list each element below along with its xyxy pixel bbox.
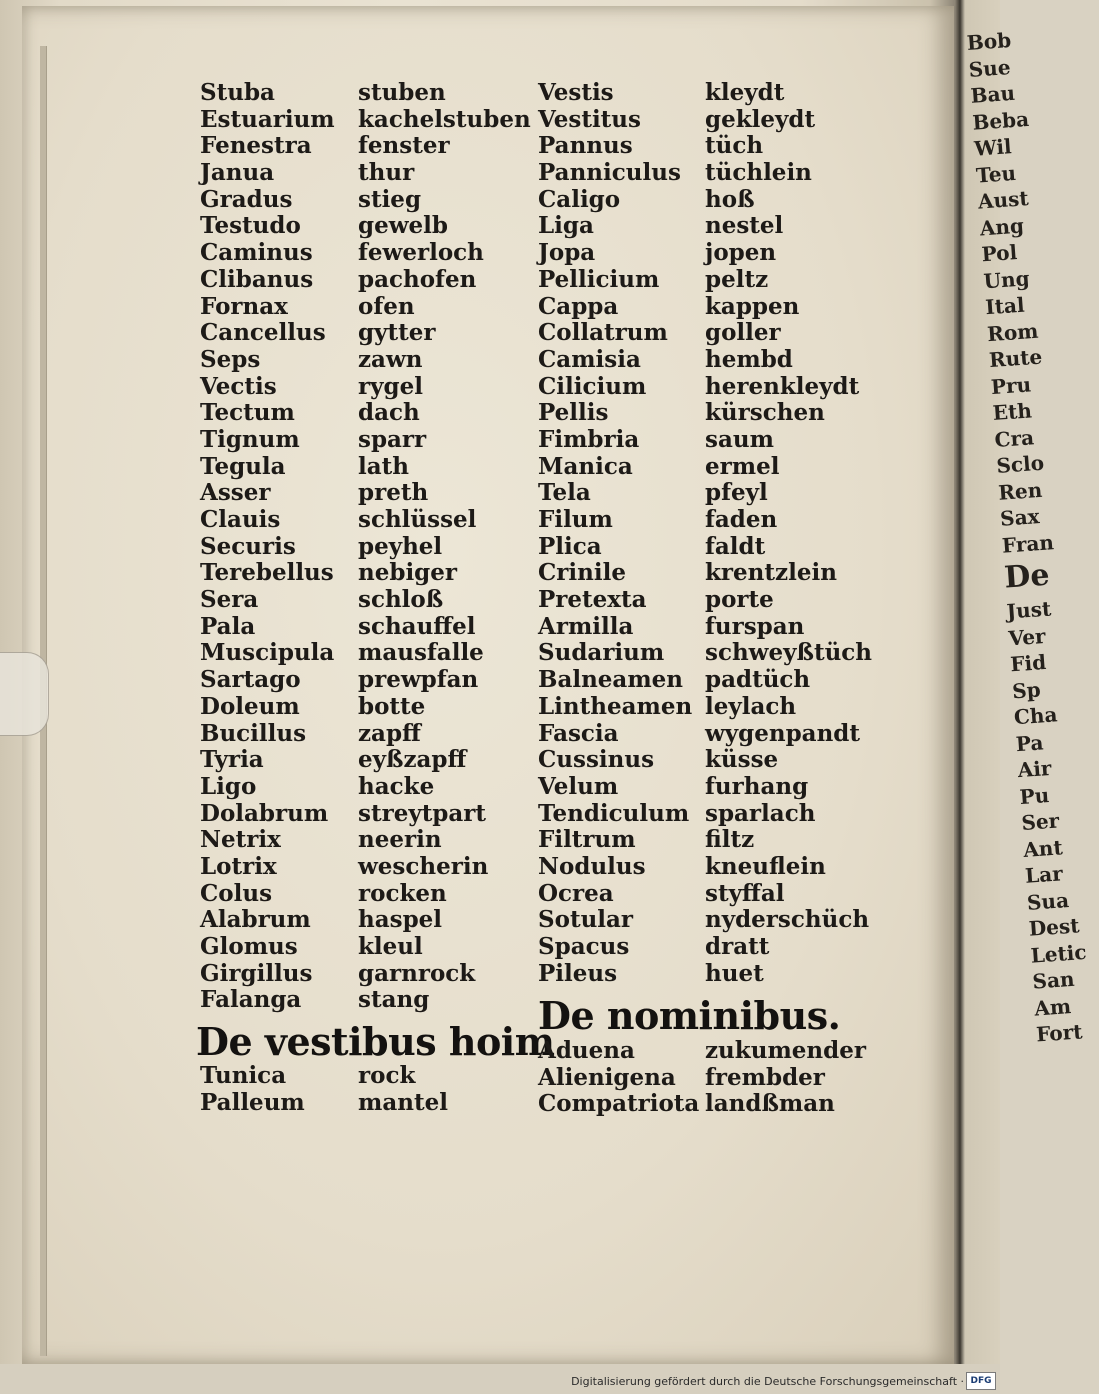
vocab-word: Pileus [538,959,618,987]
vocab-word: Cancellus [200,319,326,347]
vocab-word: Tignum [200,425,300,453]
vocab-word: zawn [358,345,423,373]
vocab-word: tüchlein [705,159,812,187]
vocab-word: hacke [358,772,435,800]
vocab-word: jopen [705,239,777,267]
vocab-word: Cussinus [538,746,655,774]
vocab-word: Fascia [538,719,619,747]
latin-word: Compatriota [538,1090,700,1118]
vocab-word: nyderschüch [705,906,870,934]
vocab-word: Testudo [200,212,301,240]
vocab-word: tüch [705,132,764,160]
vocab-word: kleul [358,933,423,960]
vocab-word: Stuba [200,79,275,106]
vocab-word: stieg [358,185,422,213]
margin-fragment: De [1003,557,1051,596]
vocab-word: schlüssel [358,506,477,533]
vocab-word: Sotular [538,906,634,934]
vocab-word: gekleydt [705,105,816,133]
vocab-word: Filum [538,506,613,533]
vocab-word: Muscipula [200,639,335,667]
vocab-word: padtüch [705,666,811,694]
vocab-word: Alabrum [200,906,311,934]
margin-fragment: Ren [997,477,1043,505]
vocab-word: Seps [200,345,261,373]
vocab-word: Ocrea [538,879,614,907]
vocab-word: Gradus [200,185,293,213]
vocab-word: Glomus [200,933,298,960]
vocab-word: Liga [538,212,594,240]
margin-fragment: Sp [1011,676,1042,703]
vocab-word: Estuarium [200,105,335,133]
vocab-word: peltz [705,265,769,293]
margin-fragment: Ang [979,212,1025,240]
vocab-word: nebiger [358,559,458,587]
vocab-word: filtz [705,826,755,854]
margin-fragment: Eth [991,398,1033,426]
vocab-word: Nodulus [538,852,646,880]
margin-fragment: Letic [1029,939,1088,968]
vocab-word: Manica [538,452,633,480]
vocab-word: Tendiculum [538,799,690,827]
margin-fragment: Bob [966,27,1012,55]
vocab-word: hoß [705,185,755,213]
vocab-word: küsse [705,746,779,774]
vocab-word: leylach [705,692,797,720]
vocab-word: porte [705,586,774,614]
margin-fragment: Ung [982,265,1031,293]
vocab-word: Fenestra [200,132,312,160]
margin-fragment: Just [1005,596,1052,624]
vocab-word: Dolabrum [200,799,329,827]
vocab-word: Balneamen [538,666,684,694]
german-column-right [705,80,872,987]
vocab-word: kleydt [705,79,785,106]
vocab-word: Falanga [200,986,302,1014]
vocab-word: Securis [200,532,296,560]
vocab-word: Asser [200,479,271,507]
vocab-word: Pellis [538,399,609,427]
margin-fragment: Sax [999,504,1041,531]
vocab-word: wescherin [358,852,489,880]
vocab-word: kneuflein [705,852,826,880]
vocab-word: ermel [705,452,780,480]
vocab-word: gytter [358,319,436,347]
section-heading-nominibus: De nominibus. [538,993,841,1038]
margin-fragment: Rute [988,344,1043,373]
vocab-word: lath [358,452,409,480]
vocab-word: styffal [705,879,785,907]
margin-fragment: Air [1016,755,1053,783]
vocab-word: schweyßtüch [705,639,873,667]
german-word: zukumender [705,1037,866,1064]
vocab-word: schauffel [358,612,476,640]
vocab-word: Filtrum [538,826,636,854]
vocab-word: prewpfan [358,666,479,694]
margin-fragment: Bau [969,80,1016,108]
vocab-word: haspel [358,906,443,934]
vocab-word: Netrix [200,826,281,854]
vocab-word: stuben [358,79,446,106]
latin-column-right [538,80,692,987]
vocab-word: Vestitus [538,105,641,133]
latin-word: Aduena [538,1037,635,1064]
vocab-word: Panniculus [538,159,681,187]
vocab-word: eyßzapff [358,746,467,774]
margin-fragment: Sue [967,54,1012,82]
vocab-word: Cilicium [538,372,647,400]
vocab-word: Pellicium [538,265,660,293]
margin-fragment: Sclo [995,450,1045,478]
vocab-word: Cappa [538,292,619,320]
margin-fragment: Pol [980,240,1018,267]
vocab-word: Tela [538,479,591,507]
vocab-word: Janua [200,159,275,187]
vocab-word: thur [358,159,415,187]
vocab-word: hembd [705,345,793,373]
vocab-word: Lotrix [200,852,277,880]
vocab-word: zapff [358,719,421,747]
vocab-word: Doleum [200,692,300,720]
margin-fragment: Pru [990,371,1032,399]
vocab-word: Sera [200,586,259,614]
margin-fragment: Fid [1009,649,1047,677]
vocab-word: Sartago [200,666,301,694]
vocab-word: botte [358,692,426,720]
vocab-word: faldt [705,532,766,560]
footer-bar [0,1364,1000,1394]
vocab-word: gewelb [358,212,448,240]
vocab-word: pachofen [358,265,477,293]
vocab-word: Clibanus [200,265,314,293]
margin-fragment: Ver [1007,623,1047,650]
vocab-word: Fornax [200,292,288,320]
vocab-word: Camisia [538,345,641,373]
vocab-word: Pretexta [538,586,647,614]
vocab-word: krentzlein [705,559,837,587]
margin-fragment: Ant [1022,834,1064,862]
vocab-word: rygel [358,372,423,400]
vocab-word: goller [705,319,781,347]
margin-fragment: Pa [1015,729,1045,756]
vocab-word: Tyria [200,746,264,774]
vocab-word: Vectis [200,372,277,400]
vocab-word: Terebellus [200,559,334,587]
vocab-word: Lintheamen [538,692,693,720]
vocab-word: Vestis [538,79,614,106]
vocab-word: wygenpandt [705,719,861,747]
vocab-word: fenster [358,132,450,160]
vocab-word: faden [705,506,778,533]
vocab-word: Ligo [200,772,257,800]
vocab-word: rocken [358,879,447,907]
vocab-word: garnrock [358,959,476,987]
german-word: mantel [358,1088,448,1116]
vocab-word: Pannus [538,132,633,160]
vocab-word: Sudarium [538,639,665,667]
vocab-word: kürschen [705,399,825,427]
vocab-word: Armilla [538,612,634,640]
margin-fragment: Fort [1035,1019,1084,1047]
vocab-word: stang [358,986,430,1014]
vocab-word: Velum [538,772,619,800]
margin-fragment: Dest [1028,913,1081,941]
vocab-word: dratt [705,933,770,960]
vocab-word: sparlach [705,799,816,827]
margin-fragment: Teu [975,160,1017,188]
vocab-word: streytpart [358,799,487,827]
german-word: rock [358,1062,416,1089]
vocab-word: furspan [705,612,805,640]
margin-fragment: Ser [1020,808,1060,836]
latin-word: Palleum [200,1088,305,1116]
vocab-word: herenkleydt [705,372,860,400]
section-heading-vestibus: De vestibus hoim [196,1019,555,1064]
vocab-word: ofen [358,292,415,320]
vocab-word: Fimbria [538,425,640,453]
german-word: frembder [705,1063,825,1091]
vocab-word: huet [705,959,764,987]
vocab-word: pfeyl [705,479,768,507]
vocab-word: peyhel [358,532,443,560]
margin-fragment: San [1031,966,1076,994]
vocab-word: Tectum [200,399,295,427]
vocab-word: preth [358,479,429,507]
vocab-word: Plica [538,532,602,560]
german-word: landßman [705,1090,835,1118]
vocab-word: Caminus [200,239,313,267]
margin-fragment: Fran [1001,529,1055,558]
latin-word: Tunica [200,1062,287,1089]
vocab-word: Caligo [538,185,621,213]
vocab-word: fewerloch [358,239,484,267]
latin-word: Alienigena [538,1063,676,1091]
dfg-logo: DFG [966,1372,996,1390]
vocab-word: kappen [705,292,800,320]
footer-credit: Digitalisierung gefördert durch die Deutsche Forschungsgemeinschaft · [571,1375,964,1388]
vocab-word: Pala [200,612,256,640]
vocab-word: dach [358,399,420,427]
vocab-word: Spacus [538,933,630,960]
margin-fragment: Pu [1018,782,1050,809]
vocab-word: Jopa [538,239,596,267]
vocab-word: schloß [358,586,444,614]
vocab-word: sparr [358,425,427,453]
vocab-word: Clauis [200,506,281,533]
page-clip [0,652,49,736]
margin-fragment: Aust [977,186,1030,214]
vocab-word: nestel [705,212,784,240]
vocab-word: Bucillus [200,719,307,747]
vocab-word: Collatrum [538,319,668,347]
vocab-word: Tegula [200,452,286,480]
margin-fragment: Wil [973,134,1013,161]
vocab-word: neerin [358,826,442,854]
margin-fragment: Sua [1026,887,1070,915]
latin-column-left [200,80,335,1014]
margin-fragment: Rom [986,318,1040,346]
german-column-left [358,80,531,1014]
vocab-word: mausfalle [358,639,484,667]
vocab-word: Crinile [538,559,626,587]
adjacent-page-margin [966,27,1088,1128]
vocab-word: kachelstuben [358,105,531,133]
margin-fragment: Ital [984,292,1026,320]
margin-fragment: Beba [971,106,1030,135]
vocab-word: saum [705,425,774,453]
vocab-word: Girgillus [200,959,313,987]
vocab-word: Colus [200,879,273,907]
margin-fragment: Cra [993,424,1035,452]
margin-fragment: Cha [1013,702,1059,730]
vocab-word: furhang [705,772,809,800]
margin-fragment: Lar [1024,861,1064,888]
margin-fragment: Am [1033,993,1072,1021]
